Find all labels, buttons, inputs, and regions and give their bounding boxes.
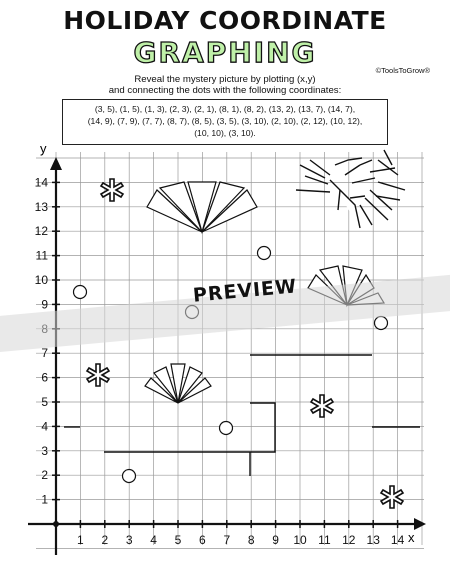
x-tick-label: 3 (125, 533, 133, 547)
brand-mark: ©ToolsToGrow® (375, 66, 430, 75)
y-tick-label: 6 (41, 370, 48, 385)
y-tick-label: 1 (41, 492, 48, 507)
x-tick-label: 14 (390, 533, 405, 547)
instructions-line-2: and connecting the dots with the following coordinates: (108, 85, 342, 96)
y-tick-label: 13 (34, 199, 48, 214)
x-tick-label: 1 (77, 533, 84, 547)
fan-shape-top (147, 182, 257, 232)
y-tick-label: 2 (41, 468, 48, 483)
x-tick-label: 7 (223, 533, 231, 547)
coordinates-line-2: (14, 9), (7, 9), (7, 7), (8, 7), (8, 5), (3, 5), (3, 10), (2, 10), (2, 12), (10, 12), (87, 116, 363, 127)
origin-dot (53, 521, 59, 527)
y-axis-arrow-icon (50, 157, 62, 170)
y-axis-label: y (40, 141, 47, 156)
y-tick-label: 11 (35, 248, 48, 263)
x-axis-label: x (408, 530, 415, 545)
y-tick-label: 3 (41, 443, 48, 458)
x-tick-label: 6 (199, 533, 206, 547)
x-tick-label: 2 (101, 533, 109, 547)
y-tick-label: 7 (41, 346, 48, 361)
worksheet-subtitle: GRAPHING (133, 36, 317, 69)
x-tick-label: 5 (174, 533, 182, 547)
preview-watermark: PREVIEW (192, 275, 298, 307)
y-tick-label: 5 (41, 395, 48, 409)
fan-shape-left (145, 364, 211, 403)
line-segments (64, 355, 420, 476)
y-tick-label: 12 (34, 224, 48, 239)
x-tick-label: 9 (272, 533, 279, 547)
coordinates-line-1: (3, 5), (1, 5), (1, 3), (2, 3), (2, 1), (8, 1), (8, 2), (13, 2), (13, 7), (14, 7), (94, 104, 356, 114)
x-tick-label: 4 (150, 533, 157, 547)
pine-branch-icon (296, 150, 405, 228)
x-tick-label: 8 (247, 533, 255, 547)
worksheet-title: HOLIDAY COORDINATE (63, 6, 387, 35)
x-axis-arrow-icon (414, 518, 426, 530)
snowflake-icons (87, 179, 403, 508)
x-tick-label: 10 (293, 533, 307, 547)
x-tick-label: 12 (342, 533, 356, 547)
x-tick-label: 13 (366, 533, 380, 547)
y-tick-label: 10 (34, 273, 48, 287)
y-tick-label: 14 (34, 175, 48, 190)
x-tick-label: 11 (318, 533, 331, 547)
y-tick-label: 4 (41, 419, 48, 434)
instructions-line-1: Reveal the mystery picture by plotting (x,y) (134, 74, 316, 85)
coordinates-line-3: (10, 10), (3, 10). (194, 128, 256, 139)
y-tick-label: 9 (41, 297, 48, 312)
